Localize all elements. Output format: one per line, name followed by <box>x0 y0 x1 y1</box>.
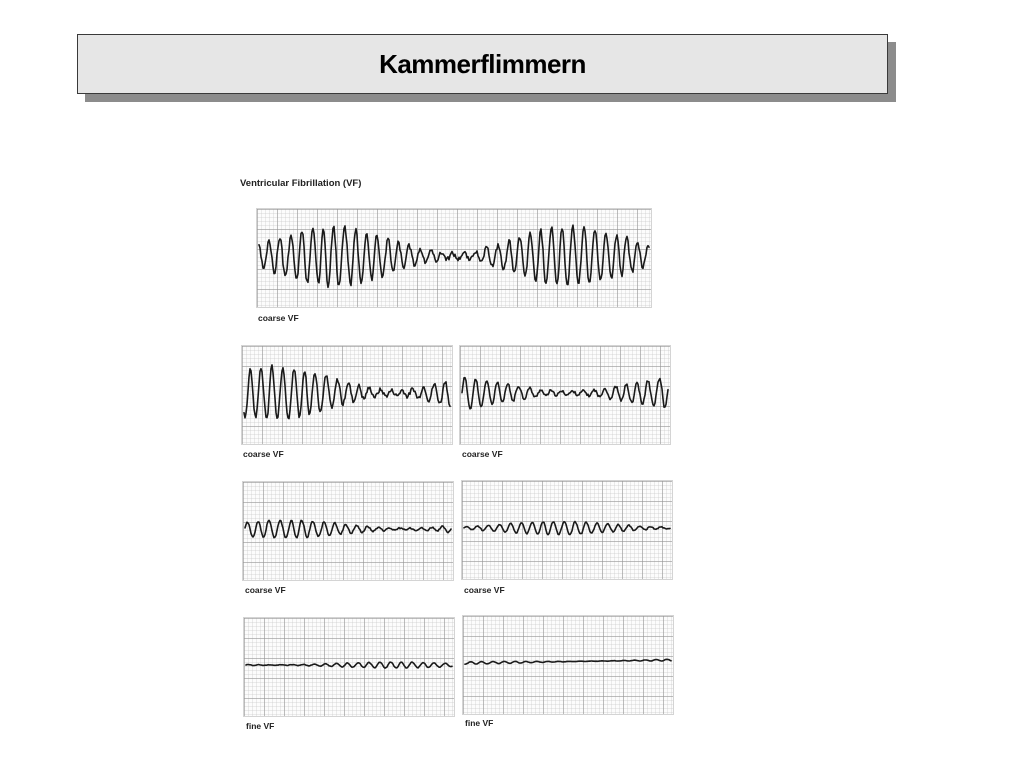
slide-title: Kammerflimmern <box>379 48 586 79</box>
ecg-strip-5 <box>461 480 673 580</box>
strip-label-6: fine VF <box>246 721 275 731</box>
ecg-trace-4 <box>243 482 453 580</box>
ecg-trace-5 <box>462 481 672 579</box>
strip-label-4: coarse VF <box>245 585 286 595</box>
ecg-trace-1 <box>257 209 651 307</box>
strip-label-1: coarse VF <box>258 313 299 323</box>
strip-label-3: coarse VF <box>462 449 503 459</box>
ecg-strip-4 <box>242 481 454 581</box>
slide-title-box <box>77 34 888 94</box>
ecg-trace-7 <box>463 616 673 714</box>
strip-label-7: fine VF <box>465 718 494 728</box>
ecg-trace-6 <box>244 618 454 716</box>
ecg-trace-2 <box>242 346 452 444</box>
ecg-strip-1 <box>256 208 652 308</box>
strip-label-2: coarse VF <box>243 449 284 459</box>
ecg-strip-2 <box>241 345 453 445</box>
ecg-strip-7 <box>462 615 674 715</box>
ecg-trace-3 <box>460 346 670 444</box>
strip-label-5: coarse VF <box>464 585 505 595</box>
figure-caption: Ventricular Fibrillation (VF) <box>240 178 362 189</box>
ecg-strip-3 <box>459 345 671 445</box>
ecg-strip-6 <box>243 617 455 717</box>
